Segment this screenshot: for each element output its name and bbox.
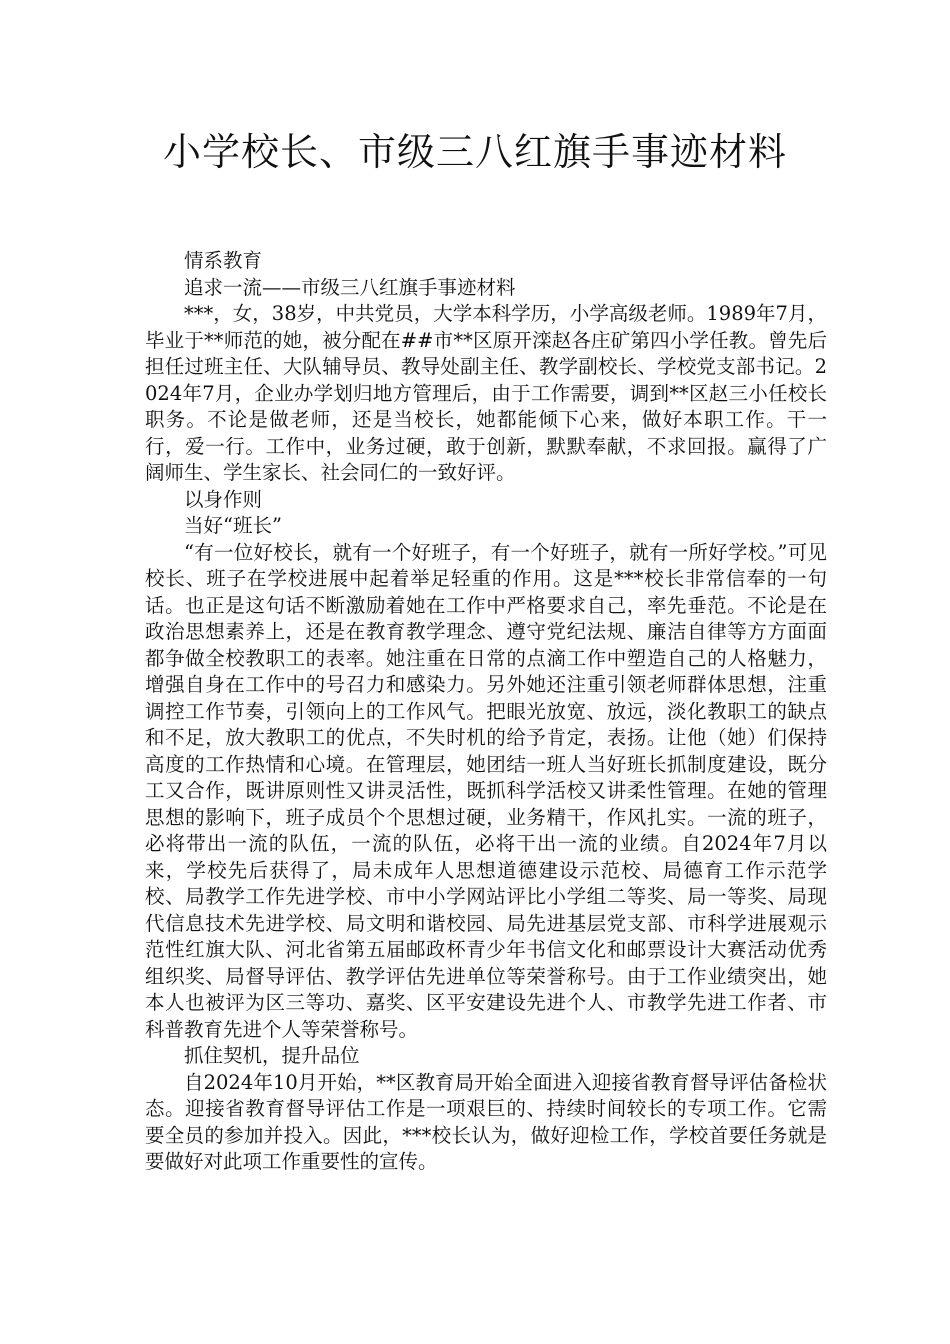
document-title: 小学校长、市级三八红旗手事迹材料 (162, 130, 787, 174)
body-paragraph: 自2024年10月开始，**区教育局开始全面进入迎接省教育督导评估备检状态。迎接省教育督导评估工作是一项艰巨的、持续时间较长的专项工作。它需要全员的参加并投入。因此，***校长认为，做好迎检工作，学校首要任务就是要做好对此项工作重要性的宣传。 (145, 1070, 827, 1173)
body-paragraph: ***，女，38岁，中共党员，大学本科学历，小学高级老师。1989年7月，毕业于**师范的她，被分配在##市**区原开滦赵各庄矿第四小学任教。曾先后担任过班主任、大队辅导员、教导处副主任、教学副校长、学校党支部书记。2024年7月，企业办学划归地方管理后，由于工作需要，调到**区赵三小任校长职务。不论是做老师，还是当校长，她都能倾下心来，做好本职工作。干一行，爱一行。工作中，业务过硬，敢于创新，默默奉献，不求回报。赢得了广阔师生、学生家长、社会同仁的一致好评。 (145, 302, 827, 484)
section-heading: 情系教育 (184, 249, 263, 272)
section-heading: 以身作则 (184, 487, 263, 511)
document-body (145, 248, 827, 1176)
section-heading: 抓住契机，提升品位 (184, 1044, 360, 1067)
section-heading: 当好“班长” (184, 514, 282, 537)
subtitle-line: 追求一流——市级三八红旗手事迹材料 (184, 275, 516, 299)
body-paragraph: “有一位好校长，就有一个好班子，有一个好班子，就有一所好学校。”可见校长、班子在学校进展中起着举足轻重的作用。这是***校长非常信奉的一句话。也正是这句话不断激励着她在工作中严格要求自己，率先垂范。不论是在政治思想素养上，还是在教育教学理念、遵守党纪法规、廉洁自律等方方面面都争做全校教职工的表率。她注重在日常的点滴工作中塑造自己的人格魅力，增强自身在工作中的号召力和感染力。另外她还注重引领老师群体思想，注重调控工作节奏，引领向上的工作风气。把眼光放宽、放远，淡化教职工的缺点和不足，放大教职工的优点，不失时机的给予肯定，表扬。让他（她）们保持高度的工作热情和心境。在管理层，她团结一班人当好班长抓制度建设，既分工又合作，既讲原则性又讲灵活性，既抓科学活校又讲柔性管理。在她的管理思想的影响下，班子成员个个思想过硬，业务精干，作风扎实。一流的班子，必将带出一流的队伍，一流的队伍，必将干出一流的业绩。自2024年7月以来，学校先后获得了，局未成年人思想道德建设示范校、局德育工作示范学校、局教学工作先进学校、市中小学网站评比小学组二等奖、局一等奖、局现代信息技术先进学校、局文明和谐校园、局先进基层党支部、市科学进展观示范性红旗大队、河北省第五届邮政杯青少年书信文化和邮票设计大赛活动优秀组织奖、局督导评估、教学评估先进单位等荣誉称号。由于工作业绩突出，她本人也被评为区三等功、嘉奖、区平安建设先进个人、市教学先进工作者、市科普教育先进个人等荣誉称号。 (145, 540, 827, 1041)
